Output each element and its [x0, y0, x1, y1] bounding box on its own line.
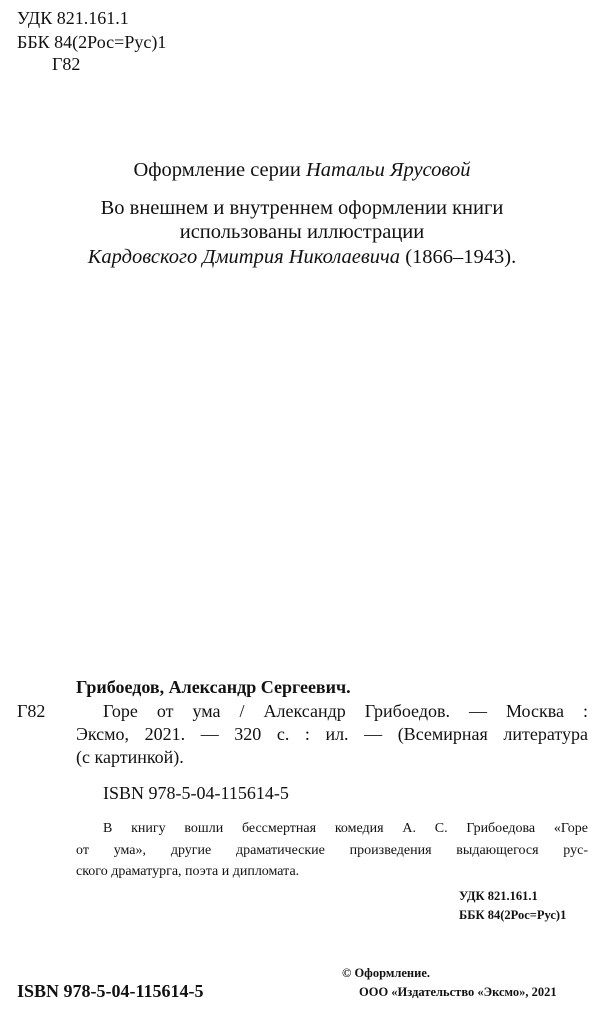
illustrations-note-line2: использованы иллюстрации [179, 221, 425, 243]
catalog-isbn: ISBN 978-5-04-115614-5 [103, 783, 289, 803]
series-designer-name: Натальи Ярусовой [305, 159, 471, 181]
author-mark: Г82 [52, 54, 81, 74]
series-design-credit [0, 158, 604, 182]
udk-code: УДК 821.161.1 [17, 8, 129, 28]
footer-isbn: ISBN 978-5-04-115614-5 [17, 981, 204, 1001]
catalog-description-line2: Эксмо, 2021. — 320 с. : ил. — (Всемирная литература [76, 724, 588, 744]
annotation-line1: В книгу вошли бессмертная комедия А. С. Грибоедова «Горе [103, 821, 588, 836]
catalog-heading: Грибоедов, Александр Сергеевич. [76, 677, 351, 697]
copyright-line2: ООО «Издательство «Эксмо», 2021 [359, 985, 557, 999]
bbk-code: ББК 84(2Рос=Рус)1 [17, 32, 167, 52]
catalog-bbk: ББК 84(2Рос=Рус)1 [459, 908, 567, 922]
series-design-label: Оформление серии [133, 159, 301, 181]
illustrator-name: Кардовского Дмитрия Николаевича [87, 246, 401, 268]
catalog-author-mark: Г82 [17, 701, 46, 721]
illustrations-note-line1: Во внешнем и внутреннем оформлении книги [100, 197, 504, 219]
copyright-line1: © Оформление. [342, 966, 431, 980]
annotation-line3: ского драматурга, поэта и дипломата. [76, 864, 300, 879]
catalog-description-line1: Горе от ума / Александр Грибоедов. — Москва : [103, 701, 588, 721]
catalog-udk: УДК 821.161.1 [459, 889, 538, 903]
annotation-line2: от ума», другие драматические произведения выдающегося рус- [76, 843, 588, 858]
catalog-description-line3: (с картинкой). [76, 747, 184, 767]
illustrator-years: (1866–1943). [405, 246, 517, 268]
illustrator-credit [0, 245, 604, 269]
